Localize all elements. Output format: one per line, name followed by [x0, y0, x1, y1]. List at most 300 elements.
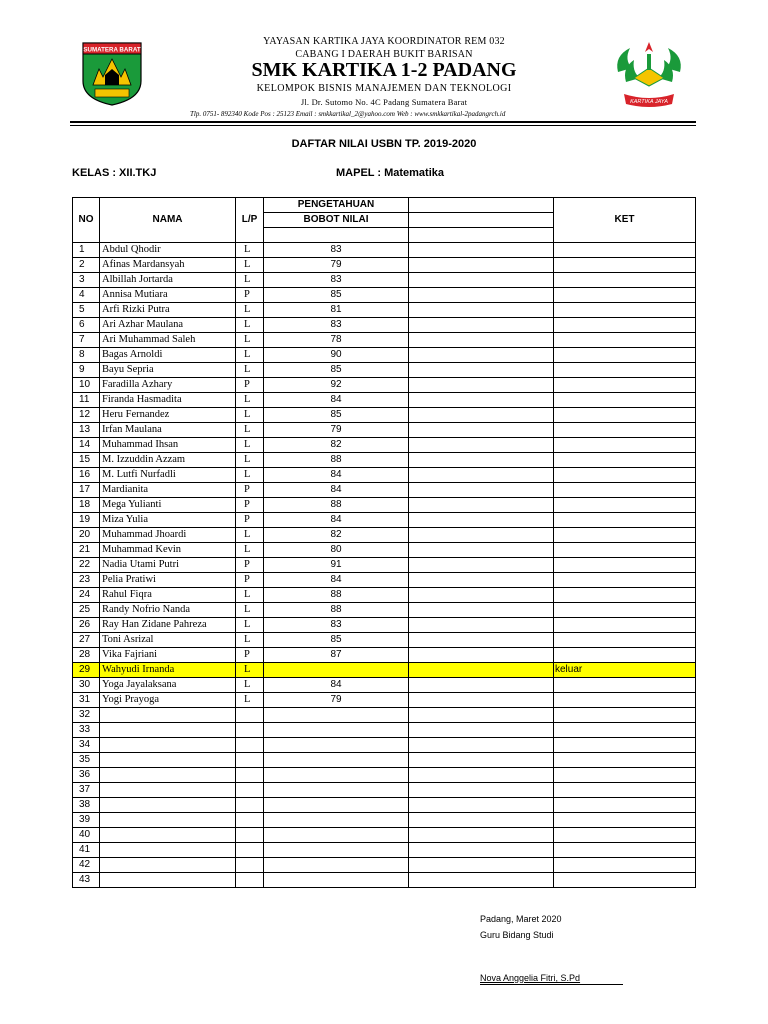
cell-extra	[409, 513, 554, 528]
cell-ket	[554, 783, 696, 798]
table-row	[73, 408, 696, 423]
cell-ket	[554, 363, 696, 378]
table-row	[73, 318, 696, 333]
cell-nilai	[264, 723, 409, 738]
cell-no: 16	[73, 468, 100, 483]
cell-ket	[554, 408, 696, 423]
cell-nilai: 82	[264, 438, 409, 453]
cell-ket	[554, 768, 696, 783]
cell-ket	[554, 573, 696, 588]
cell-ket	[554, 693, 696, 708]
cell-extra	[409, 858, 554, 873]
cell-nama: M. Lutfi Nurfadli	[100, 468, 236, 483]
table-row	[73, 633, 696, 648]
table-row	[73, 288, 696, 303]
table-row	[73, 453, 696, 468]
cell-lp: L	[236, 348, 264, 363]
cell-nilai: 87	[264, 648, 409, 663]
cell-nilai: 84	[264, 678, 409, 693]
cell-nilai	[264, 873, 409, 888]
cell-nama: Muhammad Jhoardi	[100, 528, 236, 543]
cell-lp	[236, 813, 264, 828]
cell-extra	[409, 603, 554, 618]
cell-nilai	[264, 783, 409, 798]
cell-ket: keluar	[554, 663, 696, 678]
cell-no: 42	[73, 858, 100, 873]
cell-ket	[554, 468, 696, 483]
signature-role: Guru Bidang Studi	[480, 930, 554, 940]
header-blank-2	[409, 213, 554, 228]
table-row	[73, 618, 696, 633]
cell-no: 31	[73, 693, 100, 708]
cell-nama: Toni Asrizal	[100, 633, 236, 648]
cell-nilai: 83	[264, 318, 409, 333]
cell-extra	[409, 543, 554, 558]
cell-ket	[554, 708, 696, 723]
table-row	[73, 693, 696, 708]
cell-extra	[409, 693, 554, 708]
cell-no: 33	[73, 723, 100, 738]
header-blank-3	[264, 228, 409, 243]
table-row	[73, 273, 696, 288]
cell-lp: L	[236, 258, 264, 273]
table-row	[73, 483, 696, 498]
cell-nama	[100, 783, 236, 798]
cell-no: 25	[73, 603, 100, 618]
cell-lp	[236, 783, 264, 798]
cell-no: 11	[73, 393, 100, 408]
cell-ket	[554, 483, 696, 498]
cell-nilai: 79	[264, 693, 409, 708]
cell-ket	[554, 603, 696, 618]
subject-label: MAPEL : Matematika	[336, 167, 444, 179]
cell-ket	[554, 813, 696, 828]
cell-nilai: 81	[264, 303, 409, 318]
cell-no: 34	[73, 738, 100, 753]
school-name: SMK KARTIKA 1-2 PADANG	[251, 59, 517, 81]
cell-lp: P	[236, 573, 264, 588]
cell-ket	[554, 423, 696, 438]
header-row-1	[73, 198, 696, 213]
cell-no: 10	[73, 378, 100, 393]
cell-no: 30	[73, 678, 100, 693]
cell-extra	[409, 348, 554, 363]
cell-no: 35	[73, 753, 100, 768]
table-row	[73, 258, 696, 273]
cell-no: 19	[73, 513, 100, 528]
cell-lp: L	[236, 528, 264, 543]
cell-lp	[236, 873, 264, 888]
cell-ket	[554, 393, 696, 408]
cell-lp: L	[236, 543, 264, 558]
cell-extra	[409, 648, 554, 663]
cell-extra	[409, 288, 554, 303]
cell-nama	[100, 798, 236, 813]
cell-nilai	[264, 768, 409, 783]
cell-nilai: 85	[264, 363, 409, 378]
cell-nilai	[264, 798, 409, 813]
cell-no: 6	[73, 318, 100, 333]
table-row	[73, 438, 696, 453]
cell-ket	[554, 618, 696, 633]
header-rule-thin	[70, 125, 696, 126]
cell-extra	[409, 333, 554, 348]
cell-extra	[409, 528, 554, 543]
cell-extra	[409, 813, 554, 828]
cell-nilai: 85	[264, 633, 409, 648]
cell-no: 2	[73, 258, 100, 273]
cell-extra	[409, 243, 554, 258]
branch-name: CABANG I DAERAH BUKIT BARISAN	[295, 49, 473, 60]
table-row	[73, 768, 696, 783]
cell-nama	[100, 723, 236, 738]
cell-nilai: 91	[264, 558, 409, 573]
cell-ket	[554, 273, 696, 288]
table-row	[73, 678, 696, 693]
cell-ket	[554, 348, 696, 363]
cell-no: 1	[73, 243, 100, 258]
cell-no: 37	[73, 783, 100, 798]
cell-ket	[554, 588, 696, 603]
cell-nilai: 84	[264, 468, 409, 483]
cell-extra	[409, 318, 554, 333]
cell-ket	[554, 633, 696, 648]
cell-extra	[409, 723, 554, 738]
cell-ket	[554, 678, 696, 693]
cell-lp	[236, 858, 264, 873]
cell-ket	[554, 858, 696, 873]
cell-lp: L	[236, 318, 264, 333]
cell-nama: Ray Han Zidane Pahreza	[100, 618, 236, 633]
cell-ket	[554, 873, 696, 888]
table-row	[73, 303, 696, 318]
cell-lp: L	[236, 453, 264, 468]
cell-extra	[409, 393, 554, 408]
cell-nama: Randy Nofrio Nanda	[100, 603, 236, 618]
cell-nama: Ari Azhar Maulana	[100, 318, 236, 333]
cell-extra	[409, 408, 554, 423]
table-row	[73, 378, 696, 393]
cell-nama: Rahul Fiqra	[100, 588, 236, 603]
cell-no: 38	[73, 798, 100, 813]
cell-no: 18	[73, 498, 100, 513]
school-contact: Tlp. 0751- 892340 Kode Pos : 25123 Email : smkkartikal_2@yahoo.com Web : www.smkkartikal-2padangrch.id	[190, 110, 506, 118]
left-logo-label: SUMATERA BARAT	[83, 46, 141, 54]
cell-no: 29	[73, 663, 100, 678]
cell-ket	[554, 753, 696, 768]
class-label: KELAS : XII.TKJ	[72, 167, 157, 179]
cell-extra	[409, 618, 554, 633]
cell-no: 36	[73, 768, 100, 783]
cell-no: 8	[73, 348, 100, 363]
cell-ket	[554, 738, 696, 753]
cell-extra	[409, 738, 554, 753]
cell-extra	[409, 438, 554, 453]
cell-lp: L	[236, 693, 264, 708]
cell-no: 23	[73, 573, 100, 588]
cell-nama: Abdul Qhodir	[100, 243, 236, 258]
header-blank-1	[409, 198, 554, 213]
cell-nilai: 84	[264, 483, 409, 498]
cell-lp	[236, 723, 264, 738]
cell-nama: Irfan Maulana	[100, 423, 236, 438]
cell-extra	[409, 573, 554, 588]
cell-no: 20	[73, 528, 100, 543]
header-bobot: BOBOT NILAI	[264, 213, 409, 228]
signature-place-date: Padang, Maret 2020	[480, 914, 562, 924]
cell-nama: Miza Yulia	[100, 513, 236, 528]
header-ket: KET	[554, 198, 696, 243]
cell-extra	[409, 708, 554, 723]
cell-ket	[554, 498, 696, 513]
cell-extra	[409, 303, 554, 318]
cell-nama: Afinas Mardansyah	[100, 258, 236, 273]
cell-extra	[409, 258, 554, 273]
table-row	[73, 798, 696, 813]
cell-no: 21	[73, 543, 100, 558]
cell-no: 5	[73, 303, 100, 318]
cell-no: 27	[73, 633, 100, 648]
cell-no: 41	[73, 843, 100, 858]
table-row	[73, 813, 696, 828]
cell-no: 24	[73, 588, 100, 603]
table-row	[73, 558, 696, 573]
cell-ket	[554, 303, 696, 318]
cell-nama	[100, 873, 236, 888]
table-row	[73, 513, 696, 528]
cell-lp: L	[236, 588, 264, 603]
cell-no: 3	[73, 273, 100, 288]
cell-nilai: 88	[264, 498, 409, 513]
header-blank-4	[409, 228, 554, 243]
cell-lp: L	[236, 633, 264, 648]
cell-nama	[100, 738, 236, 753]
cell-nama: Mega Yulianti	[100, 498, 236, 513]
cell-extra	[409, 783, 554, 798]
table-row	[73, 333, 696, 348]
cell-nilai: 82	[264, 528, 409, 543]
cell-no: 12	[73, 408, 100, 423]
cell-no: 7	[73, 333, 100, 348]
cell-lp	[236, 768, 264, 783]
cell-extra	[409, 273, 554, 288]
cell-nama: Faradilla Azhary	[100, 378, 236, 393]
table-row	[73, 663, 696, 678]
cell-nilai: 83	[264, 243, 409, 258]
table-row	[73, 648, 696, 663]
group-name: KELOMPOK BISNIS MANAJEMEN DAN TEKNOLOGI	[256, 83, 512, 94]
table-row	[73, 873, 696, 888]
cell-ket	[554, 543, 696, 558]
cell-nilai	[264, 843, 409, 858]
cell-nama: M. Izzuddin Azzam	[100, 453, 236, 468]
cell-nilai: 85	[264, 288, 409, 303]
cell-no: 9	[73, 363, 100, 378]
cell-nama: Yogi Prayoga	[100, 693, 236, 708]
cell-extra	[409, 663, 554, 678]
cell-ket	[554, 513, 696, 528]
cell-no: 28	[73, 648, 100, 663]
cell-extra	[409, 468, 554, 483]
table-row	[73, 588, 696, 603]
cell-lp	[236, 738, 264, 753]
cell-no: 26	[73, 618, 100, 633]
table-row	[73, 243, 696, 258]
cell-nilai: 92	[264, 378, 409, 393]
cell-nilai: 88	[264, 453, 409, 468]
cell-nama: Muhammad Ihsan	[100, 438, 236, 453]
table-row	[73, 498, 696, 513]
cell-no: 14	[73, 438, 100, 453]
cell-extra	[409, 678, 554, 693]
cell-lp: L	[236, 423, 264, 438]
cell-nama: Bayu Sepria	[100, 363, 236, 378]
cell-lp: L	[236, 363, 264, 378]
cell-nama	[100, 813, 236, 828]
table-row	[73, 393, 696, 408]
cell-extra	[409, 423, 554, 438]
cell-nilai: 88	[264, 603, 409, 618]
cell-extra	[409, 828, 554, 843]
cell-lp: P	[236, 378, 264, 393]
cell-lp: L	[236, 393, 264, 408]
cell-no: 17	[73, 483, 100, 498]
cell-extra	[409, 873, 554, 888]
cell-nilai: 79	[264, 423, 409, 438]
cell-nama: Muhammad Kevin	[100, 543, 236, 558]
cell-nilai: 83	[264, 618, 409, 633]
cell-extra	[409, 498, 554, 513]
cell-nama	[100, 753, 236, 768]
table-row	[73, 738, 696, 753]
cell-nama	[100, 768, 236, 783]
table-row	[73, 603, 696, 618]
table-row	[73, 423, 696, 438]
table-row	[73, 468, 696, 483]
cell-lp	[236, 708, 264, 723]
cell-extra	[409, 378, 554, 393]
table-row	[73, 753, 696, 768]
cell-ket	[554, 438, 696, 453]
cell-nama: Yoga Jayalaksana	[100, 678, 236, 693]
cell-ket	[554, 558, 696, 573]
cell-nilai: 80	[264, 543, 409, 558]
header-pengetahuan: PENGETAHUAN	[264, 198, 409, 213]
cell-ket	[554, 288, 696, 303]
table-row	[73, 843, 696, 858]
cell-lp: P	[236, 513, 264, 528]
cell-nama: Albillah Jortarda	[100, 273, 236, 288]
cell-no: 39	[73, 813, 100, 828]
cell-nama: Vika Fajriani	[100, 648, 236, 663]
cell-nilai: 84	[264, 573, 409, 588]
cell-ket	[554, 453, 696, 468]
cell-ket	[554, 378, 696, 393]
grades-table	[72, 197, 696, 888]
cell-lp: L	[236, 438, 264, 453]
table-row	[73, 543, 696, 558]
cell-extra	[409, 633, 554, 648]
cell-nilai: 78	[264, 333, 409, 348]
cell-lp: P	[236, 558, 264, 573]
cell-ket	[554, 258, 696, 273]
cell-extra	[409, 768, 554, 783]
cell-extra	[409, 363, 554, 378]
cell-nama: Annisa Mutiara	[100, 288, 236, 303]
cell-lp: P	[236, 288, 264, 303]
cell-nama	[100, 843, 236, 858]
cell-lp: L	[236, 663, 264, 678]
cell-lp: L	[236, 468, 264, 483]
cell-nama: Mardianita	[100, 483, 236, 498]
header-nama: NAMA	[100, 198, 236, 243]
cell-extra	[409, 558, 554, 573]
cell-nilai: 79	[264, 258, 409, 273]
cell-ket	[554, 723, 696, 738]
cell-nilai: 88	[264, 588, 409, 603]
cell-no: 22	[73, 558, 100, 573]
table-row	[73, 858, 696, 873]
table-row	[73, 348, 696, 363]
document-title: DAFTAR NILAI USBN TP. 2019-2020	[291, 138, 477, 150]
cell-no: 40	[73, 828, 100, 843]
cell-no: 32	[73, 708, 100, 723]
header-lp: L/P	[236, 198, 264, 243]
cell-lp: P	[236, 483, 264, 498]
cell-nama: Nadia Utami Putri	[100, 558, 236, 573]
cell-nilai	[264, 828, 409, 843]
cell-nama: Ari Muhammad Saleh	[100, 333, 236, 348]
cell-nilai	[264, 663, 409, 678]
table-row	[73, 783, 696, 798]
cell-ket	[554, 333, 696, 348]
foundation-name: YAYASAN KARTIKA JAYA KOORDINATOR REM 032	[263, 36, 505, 47]
cell-ket	[554, 243, 696, 258]
cell-lp: L	[236, 618, 264, 633]
cell-ket	[554, 828, 696, 843]
cell-no: 43	[73, 873, 100, 888]
cell-lp	[236, 828, 264, 843]
table-row	[73, 573, 696, 588]
table-row	[73, 708, 696, 723]
right-logo-label: KARTIKA JAYA	[630, 99, 668, 105]
cell-nilai: 85	[264, 408, 409, 423]
cell-nama	[100, 858, 236, 873]
cell-nilai	[264, 753, 409, 768]
cell-extra	[409, 588, 554, 603]
cell-nama: Pelia Pratiwi	[100, 573, 236, 588]
cell-nama: Arfi Rizki Putra	[100, 303, 236, 318]
cell-no: 13	[73, 423, 100, 438]
cell-ket	[554, 648, 696, 663]
cell-nilai: 83	[264, 273, 409, 288]
cell-lp: L	[236, 333, 264, 348]
table-row	[73, 528, 696, 543]
cell-extra	[409, 753, 554, 768]
cell-ket	[554, 528, 696, 543]
cell-lp: L	[236, 678, 264, 693]
cell-extra	[409, 843, 554, 858]
signature-name: Nova Anggelia Fitri, S.Pd	[480, 973, 581, 983]
cell-nilai: 90	[264, 348, 409, 363]
cell-nama: Heru Fernandez	[100, 408, 236, 423]
table-row	[73, 828, 696, 843]
cell-lp: L	[236, 243, 264, 258]
table-row	[73, 723, 696, 738]
cell-ket	[554, 798, 696, 813]
cell-nama: Bagas Arnoldi	[100, 348, 236, 363]
signature-underline	[480, 984, 623, 985]
